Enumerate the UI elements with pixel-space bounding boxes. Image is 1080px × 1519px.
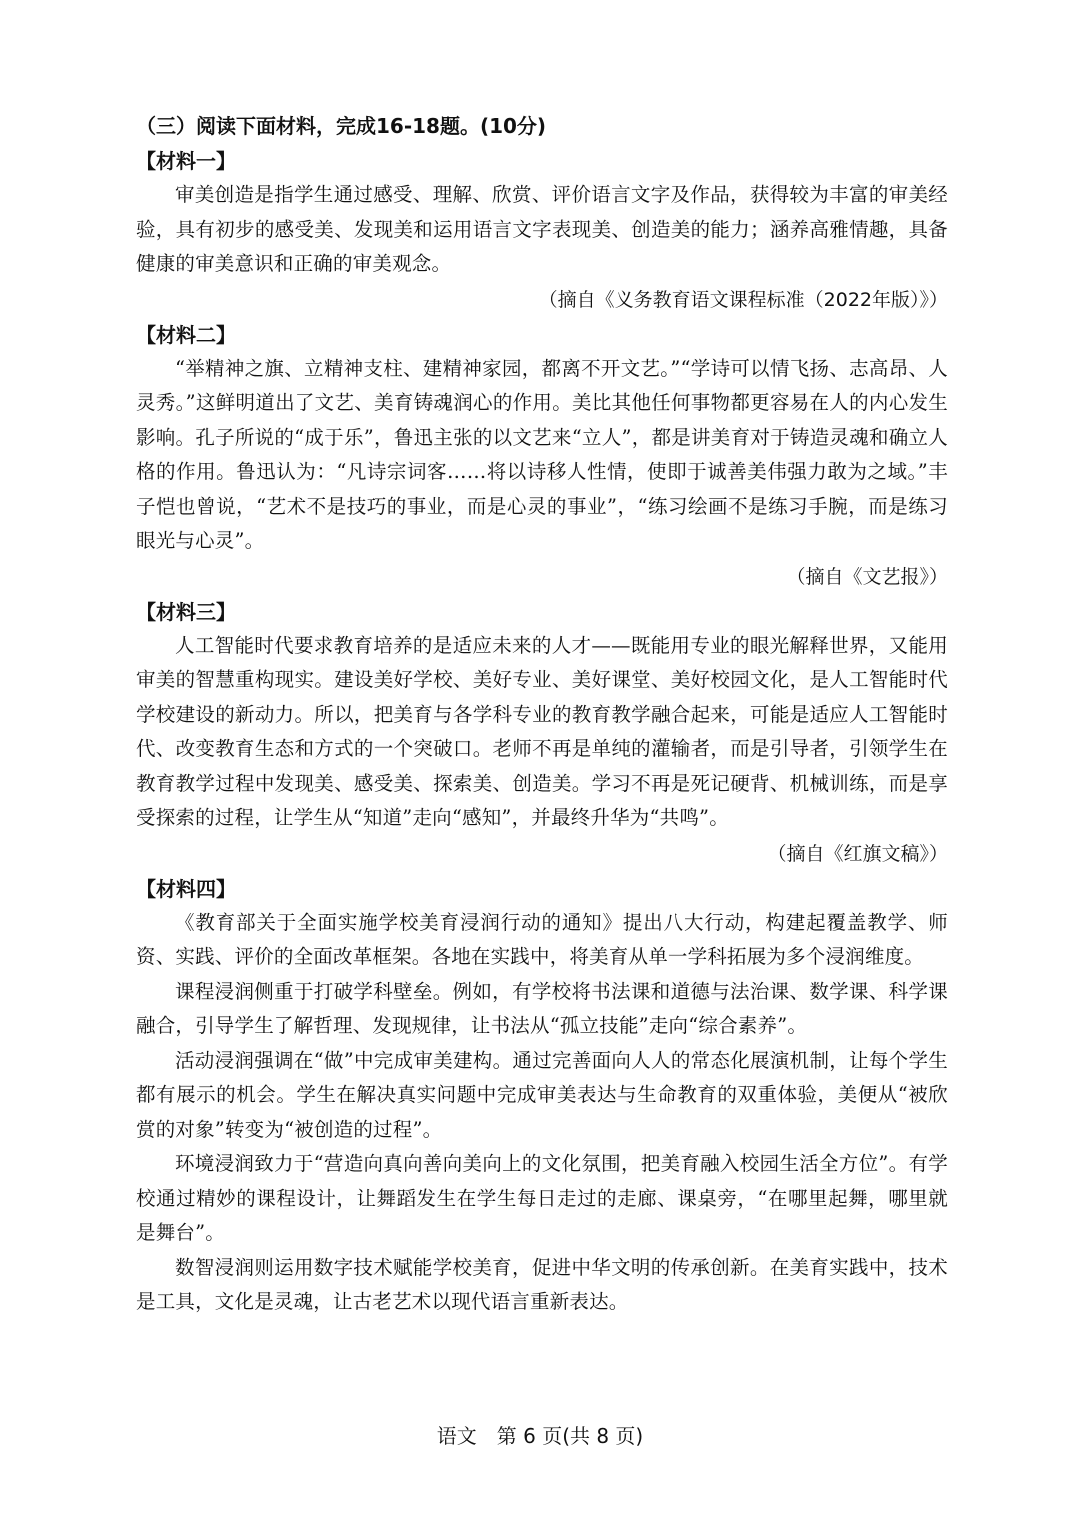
material-paragraph: 数智浸润则运用数字技术赋能学校美育，促进中华文明的传承创新。在美育实践中，技术是工具，文化是灵魂，让古老艺术以现代语言重新表达。 [136, 1255, 948, 1313]
material-source: （摘自《文艺报》） [786, 565, 948, 588]
material-paragraph: 活动浸润强调在“做”中完成审美建构。通过完善面向人人的常态化展演机制，让每个学生都有展示的机会。学生在解决真实问题中完成审美表达与生命教育的双重体验，美便从“被欣赏的对象”转变为“被创造的过程”。 [136, 1048, 948, 1141]
material-3 [136, 595, 948, 872]
page-footer: 语文 第 6 页(共 8 页) [436, 1424, 644, 1448]
material-1 [136, 144, 948, 318]
material-2 [136, 318, 948, 595]
section-heading: （三）阅读下面材料，完成16-18题。(10分) [136, 114, 547, 138]
page-content [136, 108, 948, 1320]
material-label: 【材料三】 [136, 599, 236, 624]
material-label: 【材料四】 [136, 876, 236, 901]
material-source: （摘自《红旗文稿》） [767, 842, 948, 865]
material-label: 【材料一】 [136, 149, 236, 173]
material-paragraph: “举精神之旗、立精神支柱、建精神家园，都离不开文艺。”“学诗可以情飞扬、志高昂、人灵秀。”这鲜明道出了文艺、美育铸魂润心的作用。美比其他任何事物都更容易在人的内心发生影响。孔子所说的“成于乐”，鲁迅主张的以文艺来“立人”，都是讲美育对于铸造灵魂和确立人格的作用。鲁迅认为：“凡诗宗词客……将以诗移人性情，使即于诚善美伟强力敢为之域。”丰子恺也曾说，“艺术不是技巧的事业，而是心灵的事业”，“练习绘画不是练习手腕，而是练习眼光与心灵”。 [136, 356, 948, 552]
material-4 [136, 872, 948, 1320]
material-paragraph: 环境浸润致力于“营造向真向善向美向上的文化氛围，把美育融入校园生活全方位”。有学校通过精妙的课程设计，让舞蹈发生在学生每日走过的走廊、课桌旁，“在哪里起舞，哪里就是舞台”。 [136, 1152, 948, 1244]
material-paragraph: 课程浸润侧重于打破学科壁垒。例如，有学校将书法课和道德与法治课、数学课、科学课融合，引导学生了解哲理、发现规律，让书法从“孤立技能”走向“综合素养”。 [136, 979, 948, 1037]
material-paragraph: 人工智能时代要求教育培养的是适应未来的人才——既能用专业的眼光解释世界，又能用审美的智慧重构现实。建设美好学校、美好专业、美好课堂、美好校园文化，是人工智能时代学校建设的新动力。所以，把美育与各学科专业的教育教学融合起来，可能是适应人工智能时代、改变教育生态和方式的一个突破口。老师不再是单纯的灌输者，而是引导者，引领学生在教育教学过程中发现美、感受美、探索美、创造美。学习不再是死记硬背、机械训练，而是享受探索的过程，让学生从“知道”走向“感知”，并最终升华为“共鸣”。 [136, 633, 948, 829]
material-paragraph: 审美创造是指学生通过感受、理解、欣赏、评价语言文字及作品，获得较为丰富的审美经验，具有初步的感受美、发现美和运用语言文字表现美、创造美的能力；涵养高雅情趣，具备健康的审美意识和正确的审美观念。 [136, 183, 948, 275]
material-source: （摘自《义务教育语文课程标准（2022年版）》） [538, 288, 948, 311]
material-label: 【材料二】 [136, 322, 236, 347]
material-paragraph: 《教育部关于全面实施学校美育浸润行动的通知》提出八大行动，构建起覆盖教学、师资、实践、评价的全面改革框架。各地在实践中，将美育从单一学科拓展为多个浸润维度。 [136, 910, 948, 968]
